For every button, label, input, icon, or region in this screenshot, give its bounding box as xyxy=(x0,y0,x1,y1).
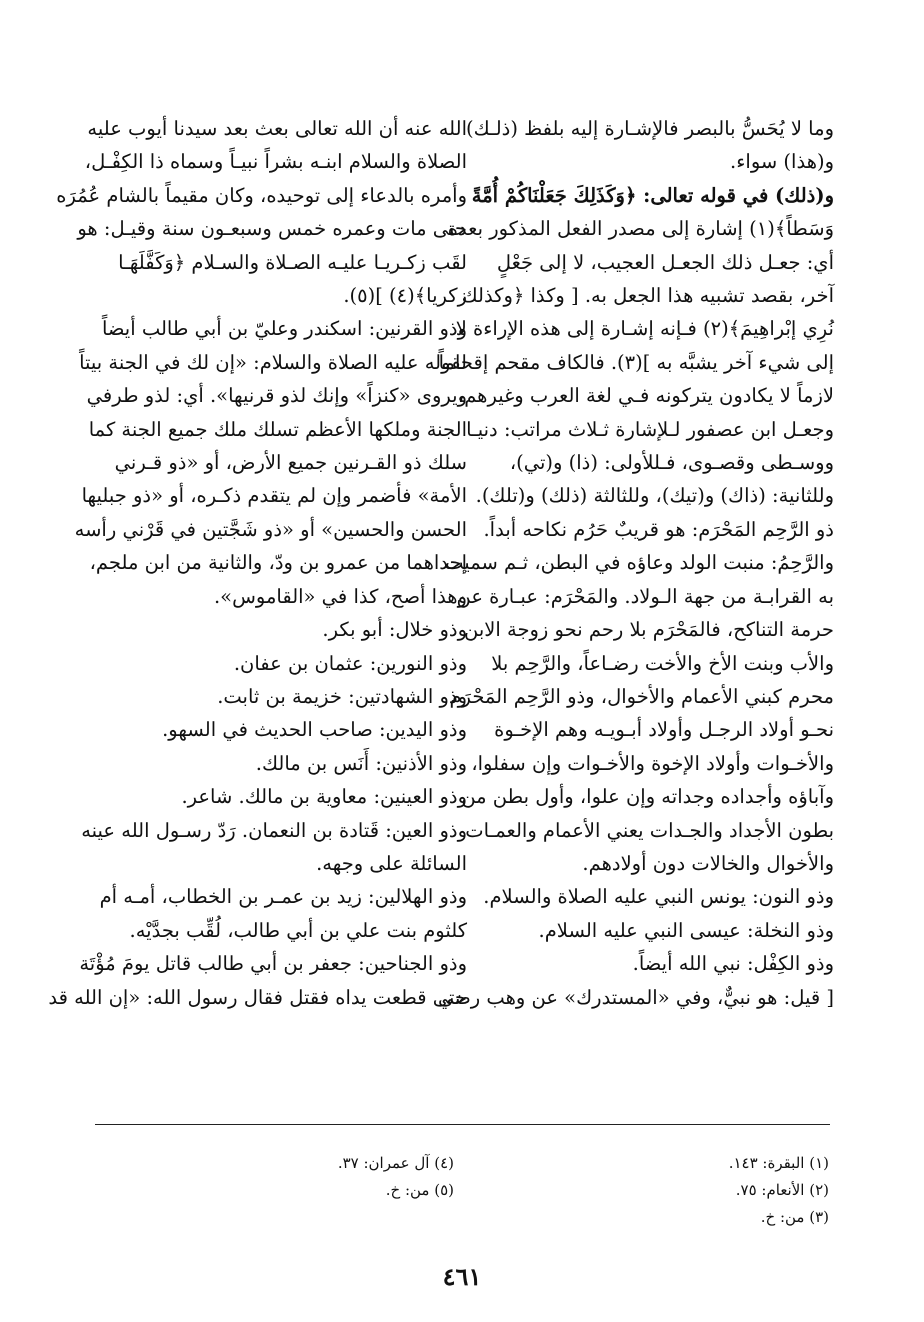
footnote-2: (٢) الأنعام: ٧٥. xyxy=(735,1181,829,1199)
footnote-separator xyxy=(95,1124,830,1125)
text-line: أي: جعـل ذلك الجعـل العجيب، لا إلى جَعْلٍ xyxy=(496,250,834,274)
footnote-4: (٤) آل عمران: ٣٧. xyxy=(337,1154,454,1172)
text-line: لازماً لا يكادون يتركونه فـي لغة العرب وغيرهم، xyxy=(457,384,834,408)
text-line: وهذا أصح، كذا في «القاموس». xyxy=(213,584,467,608)
text-line: آخر، بقصد تشبيه هذا الجعل به. [ وكذا ﴿وكذلك xyxy=(461,284,834,308)
text-line: نحـو أولاد الرجـل وأولاد أبـويـه وهم الإخـوة xyxy=(494,718,834,742)
text-line: سلك ذو القـرنين جميع الأرض، أو «ذو قـرني xyxy=(114,451,467,475)
footnotes-left xyxy=(154,1150,454,1204)
text-line: والأخوال والخالات دون أولادهم. xyxy=(582,851,834,875)
text-line: وذو العين: قَتادة بن النعمان. رَدّ رسـول الله عينه xyxy=(81,818,467,842)
text-line: الله عنه أن الله تعالى بعث بعد سيدنا أيوب عليه xyxy=(87,117,467,140)
text-line: الصلاة والسلام ابنـه بشراً نبيـاً وسماه ذا الكِفْـل، xyxy=(84,150,467,174)
text-line: وذو الجناحين: جعفر بن أبي طالب قاتل يومَ مُؤْتَة xyxy=(79,952,467,976)
text-line: الأمة» فأضمر وإن لم يتقدم ذكـره، أو «ذو جبليها xyxy=(81,484,467,508)
right-text-column xyxy=(438,112,834,1014)
footnote-1: (١) البقرة: ١٤٣. xyxy=(728,1154,829,1172)
text-line: وذو الأذنين: أَنَس بن مالك. xyxy=(255,751,467,775)
text-line: لقَب زكـريـا عليـه الصـلاة والسـلام ﴿وَكَفَّلَهَـا xyxy=(118,250,467,274)
footnote-5: (٥) من: خ. xyxy=(385,1181,454,1199)
text-line: به القرابـة من جهة الـولاد. والمَحْرَم: عبـارة عن xyxy=(456,584,834,608)
text-line: حرمة التناكح، فالمَحْرَم بلا رحم نحو زوجة الابن xyxy=(464,618,834,642)
text-line: الجنة وملكها الأعظم تسلك ملك جميع الجنة كما xyxy=(88,417,467,441)
text-line: والأخـوات وأولاد الإخوة والأخـوات وإن سفلوا، xyxy=(471,751,834,775)
text-line: لقوله عليه الصلاة والسلام: «إن لك في الجنة بيتاً xyxy=(79,350,467,374)
text-line: حتى مات وعمره خمس وسبعـون سنة وقيـل: هو xyxy=(77,217,467,241)
text-line: زكريا﴾(٤) ](٥). xyxy=(343,284,467,308)
footnotes-right xyxy=(529,1150,829,1231)
text-line: الحسن والحسين» أو «ذو شَجَّتين في قَرْني رأسه xyxy=(74,517,467,541)
text-line: وذو القرنين: اسكندر وعليّ بن أبي طالب أيضاً xyxy=(101,317,467,341)
text-line: نُرِي إبْراهِيمَ﴾(٢) فـإنه إشـارة إلى هذه الإراءة لا xyxy=(455,317,834,341)
text-line: و(ذلك) في قوله تعالى: ﴿وَكَذَلِكَ جَعَلْنَاكُمْ أُمَّةً xyxy=(471,183,834,207)
text-line: وذو النون: يونس النبي عليه الصلاة والسلام. xyxy=(483,885,834,909)
text-line: السائلة على وجهه. xyxy=(316,851,467,875)
text-line: وذو الهلالين: زيد بن عمـر بن الخطاب، أمـه أم xyxy=(99,885,467,909)
text-line: وأمره بالدعاء إلى توحيده، وكان مقيماً بالشام عُمُرَه xyxy=(56,183,467,207)
text-line: [ قيل: هو نبيٌّ، وفي «المستدرك» عن وهب رضي xyxy=(438,985,834,1009)
text-line: وللثانية: (ذاك) و(تيك)، وللثالثة (ذلك) و(تلك). xyxy=(475,484,834,508)
text-line: ذو الرَّحِم المَحْرَم: هو قريبٌ حَرُم نكاحه أبداً. xyxy=(483,517,834,541)
text-line: وذو خلال: أبو بكر. xyxy=(322,618,467,642)
page-number: ٤٦١ xyxy=(442,1262,482,1291)
text-line: وذو النخلة: عيسى النبي عليه السلام. xyxy=(538,918,834,942)
text-line: وآباؤه وأجداده وجداته وإن علوا، وأول بطن من xyxy=(461,785,834,809)
text-line: والأب وبنت الأخ والأخت رضـاعاً، والرَّحِم بلا xyxy=(491,651,834,675)
text-line: والرَّحِمُ: منبت الولد وعاؤه في البطن، ثـم سميت xyxy=(445,551,834,575)
text-line: إحداهما من عمرو بن ودّ، والثانية من ابن ملجم، xyxy=(89,551,467,575)
text-line: كلثوم بنت علي بن أبي طالب، لُقِّب بجدَّيْه. xyxy=(129,918,467,942)
text-line: وَسَطاً﴾(١) إشارة إلى مصدر الفعل المذكور بعده xyxy=(447,217,834,241)
text-line: وذو العينين: معاوية بن مالك. شاعر. xyxy=(181,785,467,809)
text-line: وذو الشهادتين: خزيمة بن ثابت. xyxy=(217,684,467,708)
text-line: وذو الكِفْل: نبي الله أيضاً. xyxy=(632,952,834,976)
text-line: ووسـطى وقصـوى، فـللأولى: (ذا) و(تي)، xyxy=(509,451,834,475)
text-line: محرم كبني الأعمام والأخوال، وذو الرَّحِم المَحْرَم xyxy=(449,684,834,708)
text-line: و(هذا) سواء. xyxy=(730,150,834,174)
text-line: حتى قطعت يداه فقتل فقال رسول الله: «إن الله قد xyxy=(48,985,467,1009)
text-line: بطون الأجداد والجـدات يعني الأعمام والعمـات xyxy=(465,818,834,842)
text-line: وجعـل ابن عصفور لـلإشارة ثـلاث مراتب: دنيـا xyxy=(466,417,834,441)
left-text-column xyxy=(48,112,467,1014)
text-line: وذو النورين: عثمان بن عفان. xyxy=(233,651,467,675)
footnote-3: (٣) من: خ. xyxy=(760,1208,829,1226)
text-line: إلى شيء آخر يشبَّه به ](٣). فالكاف مقحم إقحاماً xyxy=(438,350,834,374)
text-line: وذو اليدين: صاحب الحديث في السهو. xyxy=(162,718,467,742)
text-line: وما لا يُحَسُّ بالبصر فالإشـارة إليه بلفظ (ذلـك) xyxy=(465,117,834,140)
text-line: ويروى «كنزاً» وإنك لذو قرنيها». أي: لذو طرفي xyxy=(86,384,467,408)
